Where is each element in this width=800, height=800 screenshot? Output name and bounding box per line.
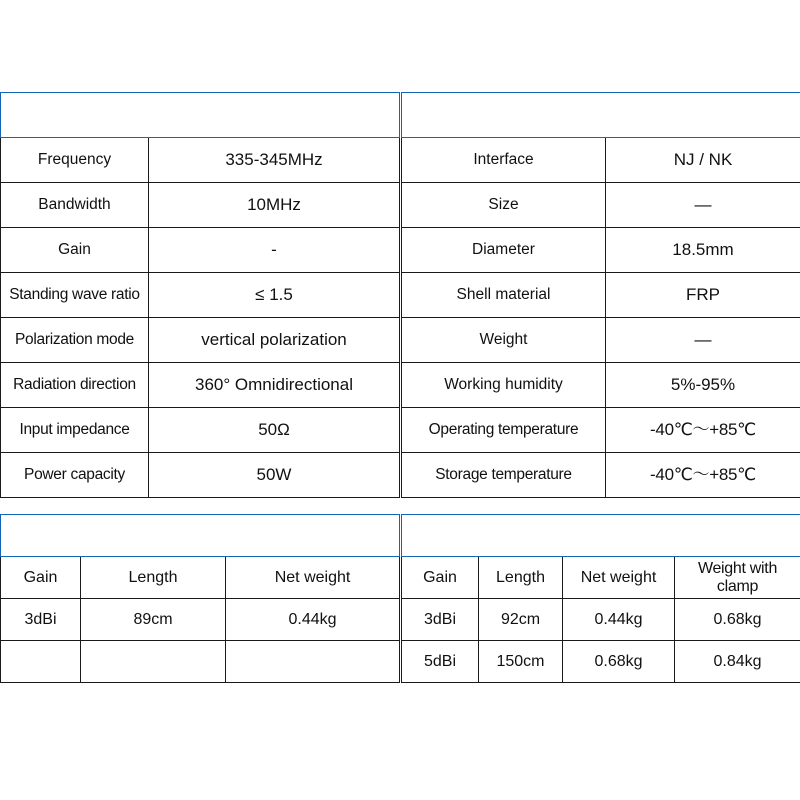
table-row [1, 408, 400, 453]
row-label: Weight [402, 318, 606, 363]
table-row [1, 138, 400, 183]
antenna-24g-table [401, 514, 800, 683]
table-row [402, 641, 800, 683]
row-value: 50Ω [149, 408, 400, 453]
row-value: -40℃～+85℃ [606, 453, 800, 498]
column-header: Gain [402, 557, 479, 599]
super-short-head-title: super short head [1, 515, 400, 557]
table-row [402, 599, 800, 641]
row-label: Working humidity [402, 363, 606, 408]
cell-gain: 3dBi [1, 599, 81, 641]
cell-weight-with-clamp: 0.84kg [675, 641, 800, 683]
row-value: 18.5mm [606, 228, 800, 273]
row-label: Polarization mode [1, 318, 149, 363]
row-label: Operating temperature [402, 408, 606, 453]
column-header: Length [81, 557, 226, 599]
mechanical-parameters-table [401, 92, 800, 498]
row-value: - [149, 228, 400, 273]
cell-length: 92cm [479, 599, 563, 641]
table-banner-row [402, 515, 800, 557]
electrical-parameters-table [0, 92, 400, 498]
super-short-head-table [0, 514, 400, 683]
table-row [1, 318, 400, 363]
table-row [402, 453, 800, 498]
cell-gain [1, 641, 81, 683]
table-row [402, 273, 800, 318]
row-value: — [606, 318, 800, 363]
cell-gain: 3dBi [402, 599, 479, 641]
cell-net-weight: 0.44kg [226, 599, 400, 641]
table-header-row [1, 557, 400, 599]
row-value: ≤ 1.5 [149, 273, 400, 318]
table-row [402, 183, 800, 228]
column-header: Net weight [563, 557, 675, 599]
table-row [1, 363, 400, 408]
row-label: Frequency [1, 138, 149, 183]
table-row [402, 363, 800, 408]
table-banner-row [1, 515, 400, 557]
table-row [1, 273, 400, 318]
column-header: Length [479, 557, 563, 599]
row-label: Diameter [402, 228, 606, 273]
cell-length: 89cm [81, 599, 226, 641]
cell-net-weight: 0.44kg [563, 599, 675, 641]
row-label: Input impedance [1, 408, 149, 453]
table-row [1, 453, 400, 498]
row-value: 10MHz [149, 183, 400, 228]
row-label: Standing wave ratio [1, 273, 149, 318]
antenna-24g-title: 2.4G antenna [402, 515, 800, 557]
row-label: Shell material [402, 273, 606, 318]
table-banner-row [402, 93, 800, 138]
cell-net-weight [226, 641, 400, 683]
row-label: Interface [402, 138, 606, 183]
row-label: Storage temperature [402, 453, 606, 498]
table-row [1, 183, 400, 228]
table-row [402, 228, 800, 273]
row-label: Gain [1, 228, 149, 273]
cell-length [81, 641, 226, 683]
row-value: vertical polarization [149, 318, 400, 363]
row-value: 5%-95% [606, 363, 800, 408]
column-header: Weight with clamp [675, 557, 800, 599]
mechanical-parameters-title: Mechanical parameters [402, 93, 800, 138]
row-value: FRP [606, 273, 800, 318]
row-value: NJ / NK [606, 138, 800, 183]
row-value: — [606, 183, 800, 228]
table-row [402, 318, 800, 363]
column-header: Gain [1, 557, 81, 599]
row-value: 50W [149, 453, 400, 498]
row-label: Size [402, 183, 606, 228]
table-row [1, 599, 400, 641]
electrical-parameters-title: Electrical parameters [1, 93, 400, 138]
row-label: Radiation direction [1, 363, 149, 408]
cell-gain: 5dBi [402, 641, 479, 683]
table-row [1, 228, 400, 273]
table-row [1, 641, 400, 683]
column-header: Net weight [226, 557, 400, 599]
cell-net-weight: 0.68kg [563, 641, 675, 683]
row-label: Bandwidth [1, 183, 149, 228]
table-banner-row [1, 93, 400, 138]
table-row [402, 408, 800, 453]
row-value: 360° Omnidirectional [149, 363, 400, 408]
row-label: Power capacity [1, 453, 149, 498]
cell-length: 150cm [479, 641, 563, 683]
row-value: 335-345MHz [149, 138, 400, 183]
table-row [402, 138, 800, 183]
row-value: -40℃～+85℃ [606, 408, 800, 453]
table-header-row [402, 557, 800, 599]
cell-weight-with-clamp: 0.68kg [675, 599, 800, 641]
